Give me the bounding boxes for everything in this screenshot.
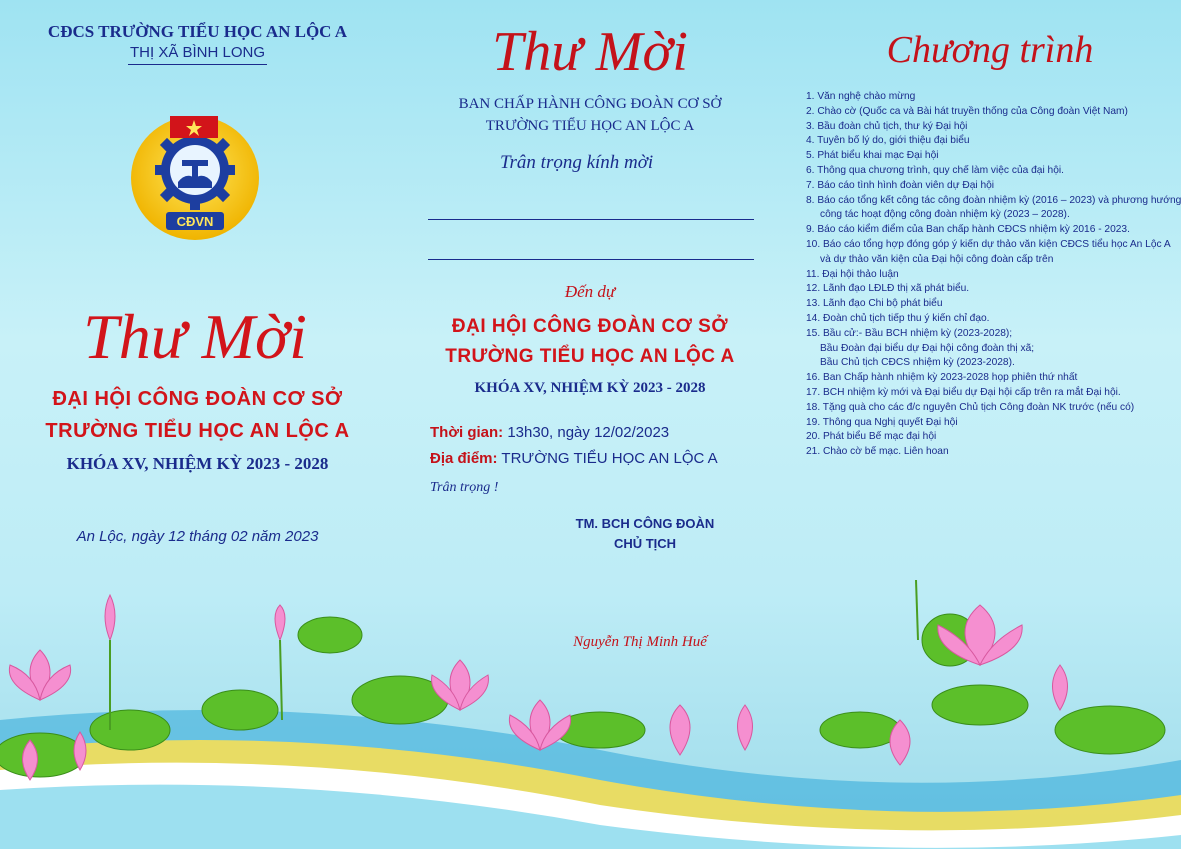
signature-name: Nguyễn Thị Minh Huế [573, 634, 707, 650]
program-item: Bầu Chủ tịch CĐCS nhiệm kỳ (2023-2028). [820, 357, 1015, 369]
program-item: 13. Lãnh đạo Chi bộ phát biểu [806, 298, 943, 310]
middle-invite-text: Trân trọng kính mời [500, 152, 654, 173]
program-item: 9. Báo cáo kiểm điểm của Ban chấp hành CĐCS nhiệm kỳ 2016 - 2023. [806, 224, 1130, 236]
program-item: 5. Phát biểu khai mạc Đại hội [806, 150, 939, 162]
union-logo [128, 112, 262, 242]
place-value: TRƯỜNG TIỂU HỌC AN LỘC A [497, 450, 718, 467]
middle-term: KHÓA XV, NHIỆM KỲ 2023 - 2028 [474, 380, 706, 396]
program-item: 11. Đại hội thảo luận [806, 268, 899, 280]
program-item: 12. Lãnh đạo LĐLĐ thị xã phát biểu. [806, 283, 970, 295]
left-congress-title: ĐẠI HỘI CÔNG ĐOÀN CƠ SỞ [52, 388, 343, 410]
middle-school-name: TRƯỜNG TIỂU HỌC AN LỘC A [445, 346, 735, 367]
program-item: 7. Báo cáo tình hình đoàn viên dự Đại hội [806, 179, 995, 191]
program-item: và dự thảo văn kiện của Đại hội công đoàn cấp trên [820, 253, 1054, 265]
org-town-text: THỊ XÃ BÌNH LONG [128, 44, 267, 65]
place-row [430, 450, 718, 467]
lotus-decoration [0, 580, 1181, 849]
middle-attend: Đến dự [564, 282, 616, 301]
program-item: 18. Tặng quà cho các đ/c nguyên Chủ tịch Công đoàn NK trước (nếu có) [806, 401, 1135, 413]
middle-school: TRƯỜNG TIỂU HỌC AN LỘC A [485, 118, 695, 134]
time-label: Thời gian: [430, 424, 504, 441]
program-item: 21. Chào cờ bế mạc. Liên hoan [806, 446, 949, 458]
program-title: Chương trình [886, 29, 1094, 71]
program-item: 10. Báo cáo tổng hợp đóng góp ý kiến dự thảo văn kiện CĐCS tiểu học An Lộc A [806, 238, 1171, 250]
program-item: 16. Ban Chấp hành nhiệm kỳ 2023-2028 họp phiên thứ nhất [806, 372, 1078, 384]
invitee-line-1 [428, 219, 754, 220]
program-item: 14. Đoàn chủ tịch tiếp thu ý kiến chỉ đạo. [806, 312, 990, 324]
left-school-name: TRƯỜNG TIỂU HỌC AN LỘC A [45, 420, 350, 442]
program-item: 8. Báo cáo tổng kết công tác công đoàn nhiệm kỳ (2016 – 2023) và phương hướng [806, 194, 1181, 206]
invitee-line-2 [428, 259, 754, 260]
signature-role: TM. BCH CÔNG ĐOÀN [575, 516, 715, 531]
program-item: 19. Thông qua Nghị quyết Đại hội [806, 416, 958, 428]
program-item: 3. Bầu đoàn chủ tịch, thư ký Đại hội [806, 120, 968, 132]
logo-text: CĐVN [176, 214, 214, 229]
time-value: 13h30, ngày 12/02/2023 [503, 424, 670, 441]
program-item: 15. Bầu cử:- Bầu BCH nhiệm kỳ (2023-2028); [806, 327, 1013, 339]
program-item: 4. Tuyên bố lý do, giới thiệu đại biểu [806, 135, 970, 147]
program-list [806, 90, 1181, 460]
middle-board: BAN CHẤP HÀNH CÔNG ĐOÀN CƠ SỞ [458, 96, 722, 112]
program-item: 2. Chào cờ (Quốc ca và Bài hát truyền thống của Công đoàn Việt Nam) [806, 105, 1128, 117]
middle-congress-title: ĐẠI HỘI CÔNG ĐOÀN CƠ SỞ [451, 316, 729, 337]
program-item: 20. Phát biểu Bế mạc đại hội [806, 431, 937, 443]
time-row [430, 424, 669, 441]
place-label: Địa điểm: [430, 450, 498, 467]
org-name: CĐCS TRƯỜNG TIỂU HỌC AN LỘC A [47, 22, 348, 41]
middle-title: Thư Mời [492, 21, 688, 83]
program-item: 1. Văn nghệ chào mừng [806, 91, 916, 102]
program-item: 6. Thông qua chương trình, quy chế làm việc của đại hội. [806, 164, 1064, 176]
left-date: An Lộc, ngày 12 tháng 02 năm 2023 [76, 528, 319, 545]
signature-title: CHỦ TỊCH [613, 536, 677, 551]
left-term: KHÓA XV, NHIỆM KỲ 2023 - 2028 [66, 454, 329, 473]
program-item: Bầu Đoàn đại biểu dự Đại hội công đoàn thị xã; [820, 342, 1035, 354]
program-item: 17. BCH nhiệm kỳ mới và Đại biểu dự Đại hội cấp trên ra mắt Đại hội. [806, 386, 1121, 398]
program-item: công tác hoạt động công đoàn nhiệm kỳ (2023 – 2028). [820, 209, 1070, 221]
left-title: Thư Mời [83, 301, 307, 372]
org-town [0, 44, 395, 61]
regards: Trân trọng ! [430, 480, 499, 495]
